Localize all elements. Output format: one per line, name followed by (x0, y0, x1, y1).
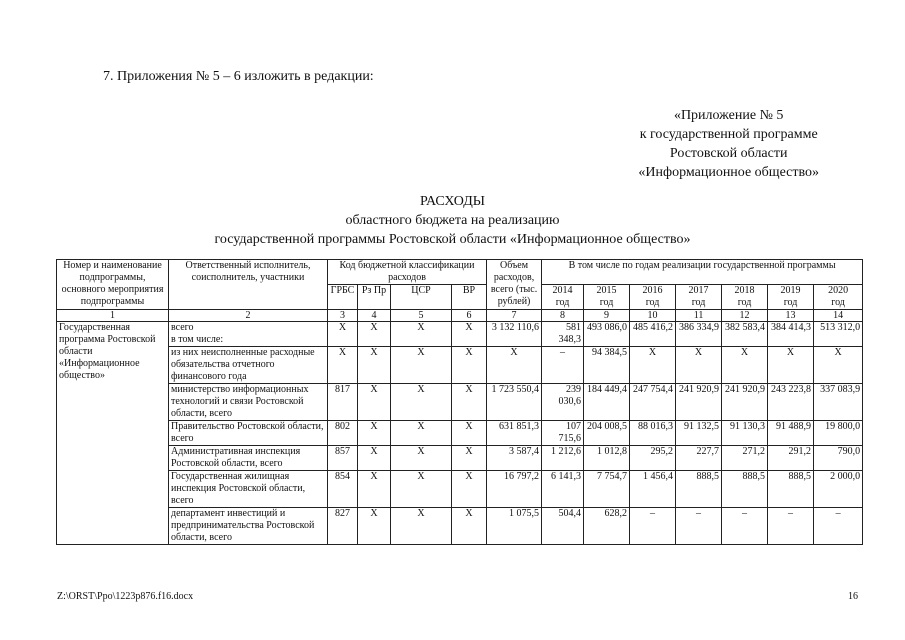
table-row (57, 508, 863, 545)
csr-cell: X (391, 347, 452, 384)
header-vr: ВР (452, 285, 487, 310)
year-cell: X (676, 347, 722, 384)
year-cell: 227,7 (676, 446, 722, 471)
table-row (57, 384, 863, 421)
year-cell: 94 384,5 (584, 347, 630, 384)
year-cell: 888,5 (768, 471, 814, 508)
vr-cell: X (452, 446, 487, 471)
column-number-row (57, 310, 863, 322)
header-total: Объем расходов, всего (тыс. рублей) (487, 260, 542, 310)
year-cell: 2 000,0 (814, 471, 863, 508)
rzpr-cell: X (358, 322, 391, 347)
total-cell: 1 075,5 (487, 508, 542, 545)
title-line: РАСХОДЫ (420, 194, 485, 209)
year-cell: 337 083,9 (814, 384, 863, 421)
header-by-year: В том числе по годам реализации государственной программы (542, 260, 863, 285)
header-budget-code: Код бюджетной классификации расходов (328, 260, 487, 285)
rzpr-cell: X (358, 508, 391, 545)
year-cell: 628,2 (584, 508, 630, 545)
grbs-cell: X (328, 322, 358, 347)
header-year: 2019 год (768, 285, 814, 310)
expenses-table (56, 259, 863, 545)
rzpr-cell: X (358, 471, 391, 508)
total-cell: 16 797,2 (487, 471, 542, 508)
year-cell: 382 583,4 (722, 322, 768, 347)
year-cell: – (768, 508, 814, 545)
year-cell: 1 212,6 (542, 446, 584, 471)
title-line: государственной программы Ростовской области «Информационное общество» (214, 232, 691, 247)
executor-cell: Правительство Ростовской области, всего (169, 421, 328, 446)
title-line: областного бюджета на реализацию (345, 213, 560, 228)
year-cell: X (768, 347, 814, 384)
year-cell: 291,2 (768, 446, 814, 471)
year-cell: 243 223,8 (768, 384, 814, 421)
appendix-line: Ростовской области (669, 146, 788, 161)
col-number: 5 (391, 310, 452, 322)
grbs-cell: 827 (328, 508, 358, 545)
year-cell: 271,2 (722, 446, 768, 471)
year-cell: 1 456,4 (630, 471, 676, 508)
vr-cell: X (452, 322, 487, 347)
rzpr-cell: X (358, 421, 391, 446)
year-cell: 91 132,5 (676, 421, 722, 446)
rzpr-cell: X (358, 384, 391, 421)
table-row (57, 446, 863, 471)
rzpr-cell: X (358, 446, 391, 471)
table-row (57, 322, 863, 347)
year-cell: 6 141,3 (542, 471, 584, 508)
csr-cell: X (391, 421, 452, 446)
header-year: 2018 год (722, 285, 768, 310)
appendix-line: «Приложение № 5 (673, 108, 784, 123)
col-number: 12 (722, 310, 768, 322)
csr-cell: X (391, 446, 452, 471)
year-cell: X (630, 347, 676, 384)
col-number: 13 (768, 310, 814, 322)
col-number: 3 (328, 310, 358, 322)
total-cell: X (487, 347, 542, 384)
header-row (57, 260, 863, 285)
year-cell: 204 008,5 (584, 421, 630, 446)
year-cell: 247 754,4 (630, 384, 676, 421)
year-cell: – (542, 347, 584, 384)
col-number: 4 (358, 310, 391, 322)
year-cell: 790,0 (814, 446, 863, 471)
year-cell: – (722, 508, 768, 545)
year-cell: 295,2 (630, 446, 676, 471)
vr-cell: X (452, 347, 487, 384)
year-cell: X (814, 347, 863, 384)
col-number: 8 (542, 310, 584, 322)
csr-cell: X (391, 471, 452, 508)
header-year: 2020 год (814, 285, 863, 310)
year-cell: 91 488,9 (768, 421, 814, 446)
col-number: 14 (814, 310, 863, 322)
grbs-cell: X (328, 347, 358, 384)
total-cell: 3 587,4 (487, 446, 542, 471)
table-row (57, 471, 863, 508)
header-number-name: Номер и наименование подпрограммы, основного мероприятия подпрограммы (57, 260, 169, 310)
intro-paragraph: 7. Приложения № 5 – 6 изложить в редакции: (103, 69, 374, 84)
header-rzpr: Рз Пр (358, 285, 391, 310)
year-cell: 384 414,3 (768, 322, 814, 347)
executor-cell: из них неисполненные расходные обязательства отчетного финансового года (169, 347, 328, 384)
year-cell: 513 312,0 (814, 322, 863, 347)
col-number: 1 (57, 310, 169, 322)
grbs-cell: 857 (328, 446, 358, 471)
col-number: 6 (452, 310, 487, 322)
total-cell: 631 851,3 (487, 421, 542, 446)
year-cell: 485 416,2 (630, 322, 676, 347)
year-cell: – (676, 508, 722, 545)
header-year: 2014 год (542, 285, 584, 310)
appendix-line: к государственной программе (639, 127, 818, 142)
csr-cell: X (391, 508, 452, 545)
col-number: 10 (630, 310, 676, 322)
year-cell: X (722, 347, 768, 384)
col-number: 7 (487, 310, 542, 322)
table-row (57, 347, 863, 384)
grbs-cell: 817 (328, 384, 358, 421)
executor-cell: Государственная жилищная инспекция Ростовской области, всего (169, 471, 328, 508)
year-cell: 1 012,8 (584, 446, 630, 471)
year-cell: 107 715,6 (542, 421, 584, 446)
table-row (57, 421, 863, 446)
year-cell: – (630, 508, 676, 545)
total-cell: 3 132 110,6 (487, 322, 542, 347)
executor-cell: Административная инспекция Ростовской области, всего (169, 446, 328, 471)
rzpr-cell: X (358, 347, 391, 384)
vr-cell: X (452, 471, 487, 508)
csr-cell: X (391, 322, 452, 347)
year-cell: 386 334,9 (676, 322, 722, 347)
header-grbs: ГРБС (328, 285, 358, 310)
file-path-footer: Z:\ORST\Ppo\1223p876.f16.docx (57, 591, 194, 602)
total-cell: 1 723 550,4 (487, 384, 542, 421)
year-cell: 184 449,4 (584, 384, 630, 421)
header-executor: Ответственный исполнитель, соисполнитель, участники (169, 260, 328, 310)
program-name-cell: Государственная программа Ростовской области «Информационное общество» (57, 322, 169, 545)
col-number: 2 (169, 310, 328, 322)
grbs-cell: 854 (328, 471, 358, 508)
document-title (0, 192, 905, 249)
year-cell: 91 130,3 (722, 421, 768, 446)
year-cell: 241 920,9 (676, 384, 722, 421)
year-cell: 239 030,6 (542, 384, 584, 421)
header-year: 2017 год (676, 285, 722, 310)
executor-cell: всего в том числе: (169, 322, 328, 347)
executor-cell: департамент инвестиций и предпринимательства Ростовской области, всего (169, 508, 328, 545)
header-year: 2015 год (584, 285, 630, 310)
year-cell: 7 754,7 (584, 471, 630, 508)
year-cell: – (814, 508, 863, 545)
year-cell: 888,5 (676, 471, 722, 508)
year-cell: 581 348,3 (542, 322, 584, 347)
year-cell: 241 920,9 (722, 384, 768, 421)
vr-cell: X (452, 421, 487, 446)
appendix-line: «Информационное общество» (638, 165, 819, 180)
year-cell: 88 016,3 (630, 421, 676, 446)
page-number: 16 (848, 591, 858, 602)
vr-cell: X (452, 508, 487, 545)
appendix-heading (638, 106, 819, 182)
year-cell: 19 800,0 (814, 421, 863, 446)
header-year: 2016 год (630, 285, 676, 310)
year-cell: 493 086,0 (584, 322, 630, 347)
csr-cell: X (391, 384, 452, 421)
col-number: 11 (676, 310, 722, 322)
grbs-cell: 802 (328, 421, 358, 446)
col-number: 9 (584, 310, 630, 322)
header-csr: ЦСР (391, 285, 452, 310)
vr-cell: X (452, 384, 487, 421)
executor-cell: министерство информационных технологий и связи Ростовской области, всего (169, 384, 328, 421)
year-cell: 504,4 (542, 508, 584, 545)
year-cell: 888,5 (722, 471, 768, 508)
